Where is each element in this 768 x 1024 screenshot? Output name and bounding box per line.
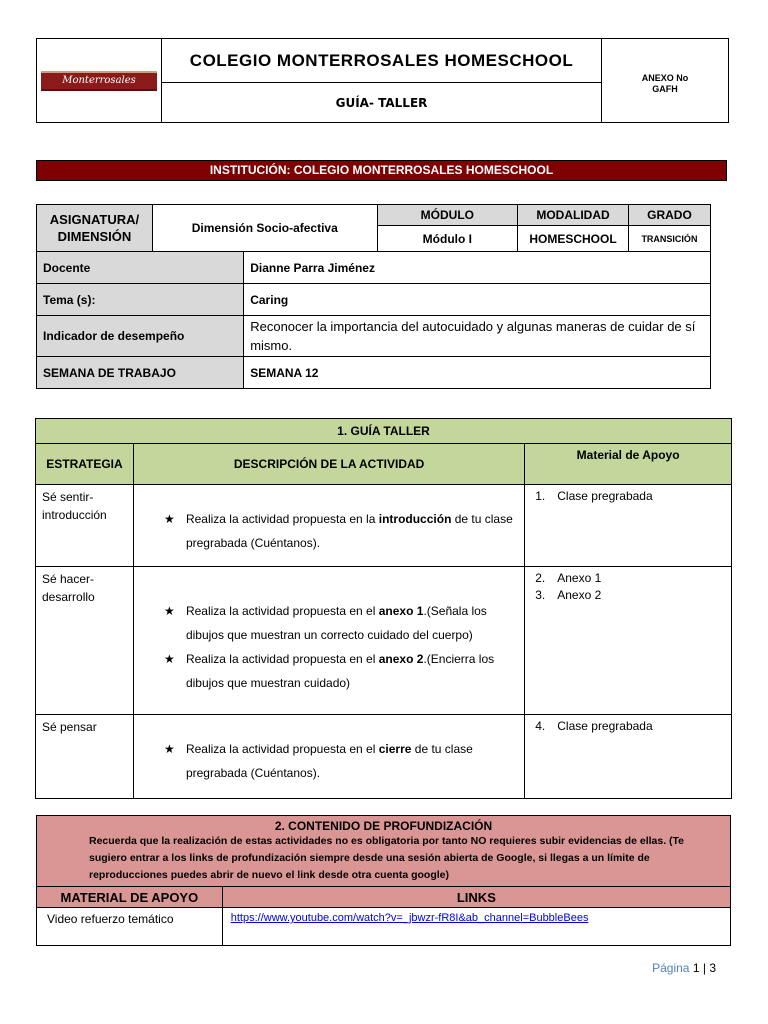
contenido-header (37, 816, 731, 887)
modulo-label: MÓDULO (377, 205, 518, 226)
grado-label: GRADO (628, 205, 710, 226)
tema-label: Tema (s): (37, 284, 244, 316)
logo-cell (37, 39, 162, 123)
material-cell (525, 485, 732, 567)
descripcion-cell (133, 567, 524, 715)
page-current: 1 (692, 961, 700, 975)
contenido-table (36, 815, 731, 946)
col-material-apoyo: MATERIAL DE APOYO (37, 887, 223, 908)
estrategia-cell: Sé sentir-introducción (36, 485, 134, 567)
docente-value: Dianne Parra Jiménez (244, 252, 711, 284)
docente-label: Docente (37, 252, 244, 284)
guide-title: GUÍA- TALLER (162, 83, 602, 123)
anexo-code: GAFH (652, 83, 678, 94)
asignatura-value: Dimensión Socio-afectiva (152, 205, 377, 252)
info-table (36, 204, 711, 389)
material-cell (525, 715, 732, 799)
material-item: 4. Clase pregrabada (535, 719, 653, 733)
material-item: 3. Anexo 2 (535, 588, 602, 602)
indicador-value: Reconocer la importancia del autocuidado y algunas maneras de cuidar de sí mismo. (244, 316, 711, 357)
semana-value: SEMANA 12 (244, 357, 711, 389)
page-total: 3 (709, 961, 716, 975)
col-links: LINKS (222, 887, 730, 908)
asignatura-label: ASIGNATURA/ DIMENSIÓN (37, 205, 153, 252)
school-name: COLEGIO MONTERROSALES HOMESCHOOL (162, 39, 602, 83)
contenido-title: 2. CONTENIDO DE PROFUNDIZACIÓN (274, 819, 493, 833)
material-apoyo-value: Video refuerzo temático (37, 908, 223, 946)
activity-item: ★ Realiza la actividad propuesta en el anexo 1.(Señala los dibujos que muestran un correcto cuidado del cuerpo) (164, 599, 524, 647)
descripcion-cell (133, 485, 524, 567)
col-material: Material de Apoyo (525, 444, 732, 485)
estrategia-cell: Sé hacer-desarrollo (36, 567, 134, 715)
page-separator: | (702, 961, 706, 975)
anexo-cell (602, 39, 729, 123)
material-item: 1. Clase pregrabada (535, 489, 653, 503)
semana-label: SEMANA DE TRABAJO (37, 357, 244, 389)
modalidad-label: MODALIDAD (518, 205, 629, 226)
tema-value: Caring (244, 284, 711, 316)
school-logo: Monterrosales (41, 71, 157, 91)
contenido-note: Recuerda que la realización de estas actividades no es obligatoria por tanto NO requieres subir evidencias de ellas. (Te sugiero entrar a los links de profundización siempre desde una sesión abierta de Google, si llegas a un límite de reproducciones puedes abrir de nuevo el link desde otra cuenta google) (89, 835, 685, 881)
youtube-link[interactable]: https://www.youtube.com/watch?v=_jbwzr-fR8I&ab_channel=BubbleBees (230, 912, 589, 924)
institution-bar: INSTITUCIÓN: COLEGIO MONTERROSALES HOMESCHOOL (36, 160, 727, 181)
page-footer (652, 961, 716, 975)
guia-title: 1. GUÍA TALLER (36, 419, 732, 444)
modalidad-value: HOMESCHOOL (518, 226, 629, 252)
estrategia-cell: Sé pensar (36, 715, 134, 799)
page-label: Página (652, 961, 690, 975)
activity-item: ★ Realiza la actividad propuesta en el anexo 2.(Encierra los dibujos que muestran cuidado) (164, 647, 524, 695)
activity-item: ★ Realiza la actividad propuesta en la introducción de tu clase pregrabada (Cuéntanos). (164, 507, 524, 555)
col-estrategia: ESTRATEGIA (36, 444, 134, 485)
modulo-value: Módulo I (377, 226, 518, 252)
indicador-label: Indicador de desempeño (37, 316, 244, 357)
link-cell (222, 908, 730, 946)
anexo-label: ANEXO No (641, 72, 689, 83)
grado-value: TRANSICIÓN (628, 226, 710, 252)
document-header (36, 38, 729, 123)
material-item: 2. Anexo 1 (535, 571, 602, 585)
material-cell (525, 567, 732, 715)
descripcion-cell (133, 715, 524, 799)
col-descripcion: DESCRIPCIÓN DE LA ACTIVIDAD (133, 444, 524, 485)
guia-taller-table (35, 418, 732, 799)
activity-item: ★ Realiza la actividad propuesta en el cierre de tu clase pregrabada (Cuéntanos). (164, 737, 524, 785)
